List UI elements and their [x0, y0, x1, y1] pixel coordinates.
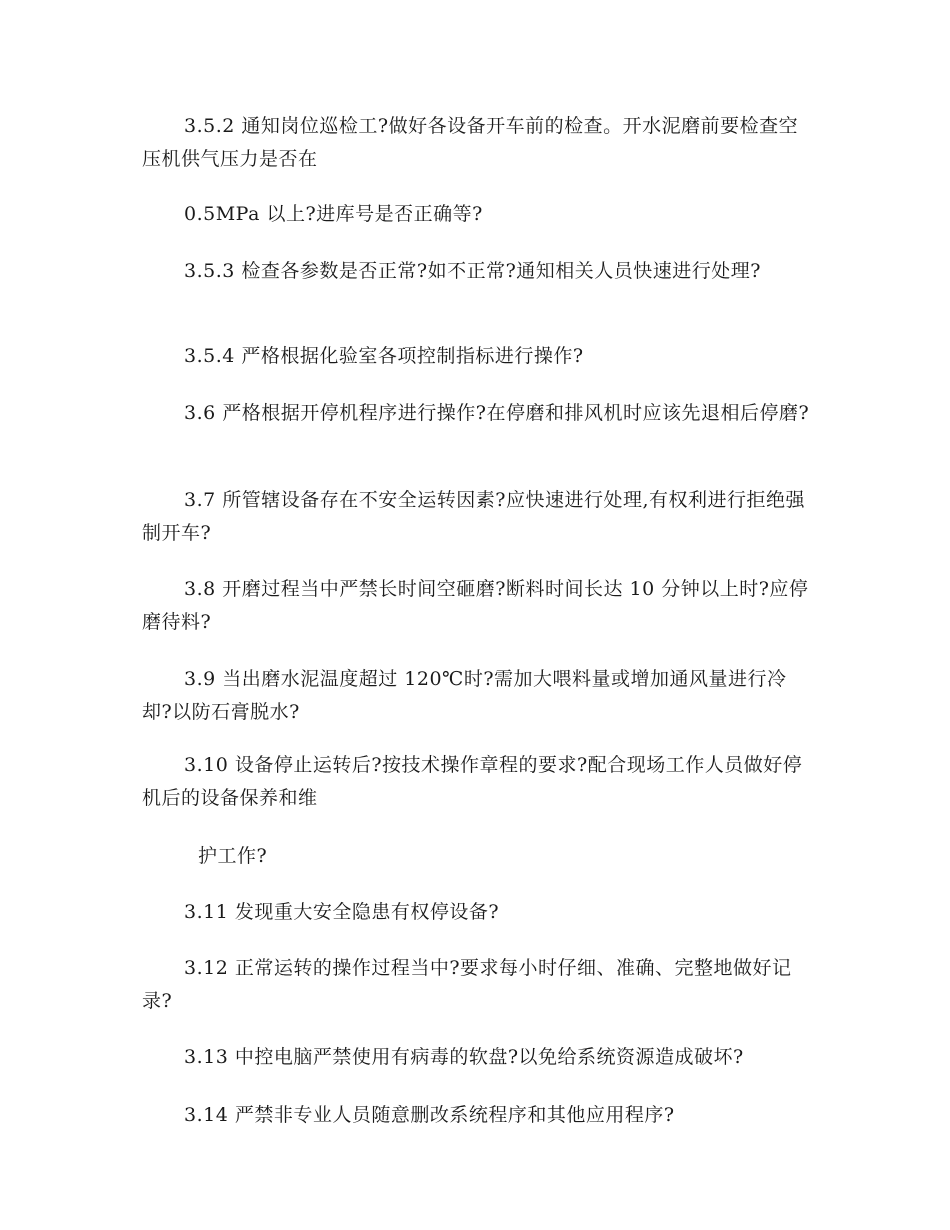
paragraph-3-6: 3.6 严格根据开停机程序进行操作?在停磨和排风机时应该先退相后停磨?: [184, 402, 810, 424]
paragraph-3-10-continued: 护工作?: [198, 845, 268, 867]
paragraph-3-9: 3.9 当出磨水泥温度超过 120℃时?需加大喂料量或增加通风量进行冷却?以防石膏脱水?: [142, 668, 787, 723]
paragraph-3-5-4: 3.5.4 严格根据化验室各项控制指标进行操作?: [184, 345, 584, 367]
paragraph-3-11: 3.11 发现重大安全隐患有权停设备?: [184, 901, 500, 923]
paragraph-3-10: 3.10 设备停止运转后?按技术操作章程的要求?配合现场工作人员做好停机后的设备保养和维: [142, 754, 803, 809]
paragraph-3-12: 3.12 正常运转的操作过程当中?要求每小时仔细、准确、完整地做好记录?: [142, 957, 792, 1012]
paragraph-3-5-2: 3.5.2 通知岗位巡检工?做好各设备开车前的检查。开水泥磨前要检查空压机供气压力是否在: [142, 115, 799, 170]
paragraph-3-13: 3.13 中控电脑严禁使用有病毒的软盘?以免给系统资源造成破坏?: [184, 1046, 744, 1068]
paragraph-3-5-3: 3.5.3 检查各参数是否正常?如不正常?通知相关人员快速进行处理?: [184, 260, 761, 282]
paragraph-3-5-2-continued: 0.5MPa 以上?进库号是否正确等?: [184, 203, 483, 225]
paragraph-3-8: 3.8 开磨过程当中严禁长时间空砸磨?断料时间长达 10 分钟以上时?应停磨待料?: [142, 578, 809, 633]
paragraph-3-14: 3.14 严禁非专业人员随意删改系统程序和其他应用程序?: [184, 1104, 675, 1126]
paragraph-3-7: 3.7 所管辖设备存在不安全运转因素?应快速进行处理,有权利进行拒绝强制开车?: [142, 489, 805, 544]
